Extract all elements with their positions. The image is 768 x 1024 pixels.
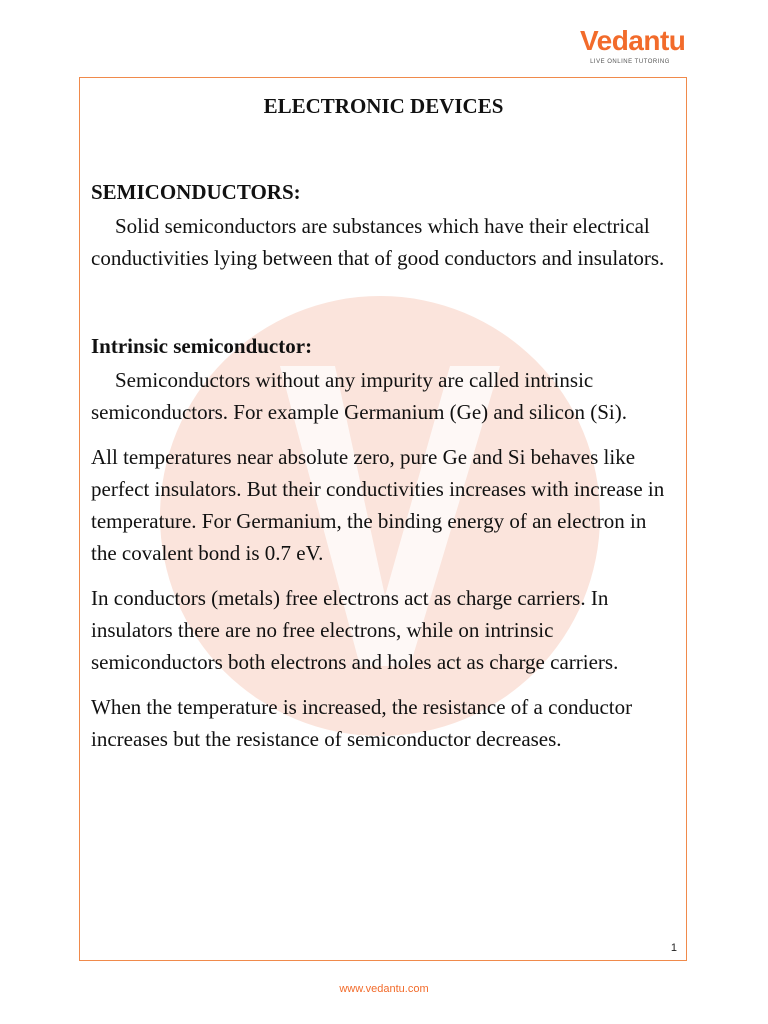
logo-wordmark: Vedantu xyxy=(580,25,686,56)
document-content xyxy=(80,94,686,755)
page-title: ELECTRONIC DEVICES xyxy=(263,94,504,118)
section-paragraph: Solid semiconductors are substances which have their electrical conductivities lying between that of good conductors and insulators. xyxy=(91,214,665,270)
paragraph-resistance: When the temperature is increased, the resistance of a conductor increases but the resistance of semiconductor decreases. xyxy=(91,695,633,751)
vedantu-logo xyxy=(580,25,686,66)
section-heading: SEMICONDUCTORS: xyxy=(91,180,301,204)
logo-tagline: LIVE ONLINE TUTORING xyxy=(590,59,670,65)
paragraph-charge-carriers: In conductors (metals) free electrons act as charge carriers. In insulators there are no free electrons, while on intrinsic semiconductors both electrons and holes act as charge carriers. xyxy=(91,586,619,674)
page-frame xyxy=(79,77,687,961)
subsection-heading: Intrinsic semiconductor: xyxy=(91,334,313,358)
page-number: 1 xyxy=(670,942,677,954)
paragraph-temperature: All temperatures near absolute zero, pure Ge and Si behaves like perfect insulators. But their conductivities increases with increase in temperature. For Germanium, the binding energy of an electron in the covalent bond is 0.7 eV. xyxy=(91,445,665,565)
footer-link[interactable]: www.vedantu.com xyxy=(339,983,429,995)
paragraph-intrinsic-definition: Semiconductors without any impurity are called intrinsic semiconductors. For example Germanium (Ge) and silicon (Si). xyxy=(91,368,627,424)
